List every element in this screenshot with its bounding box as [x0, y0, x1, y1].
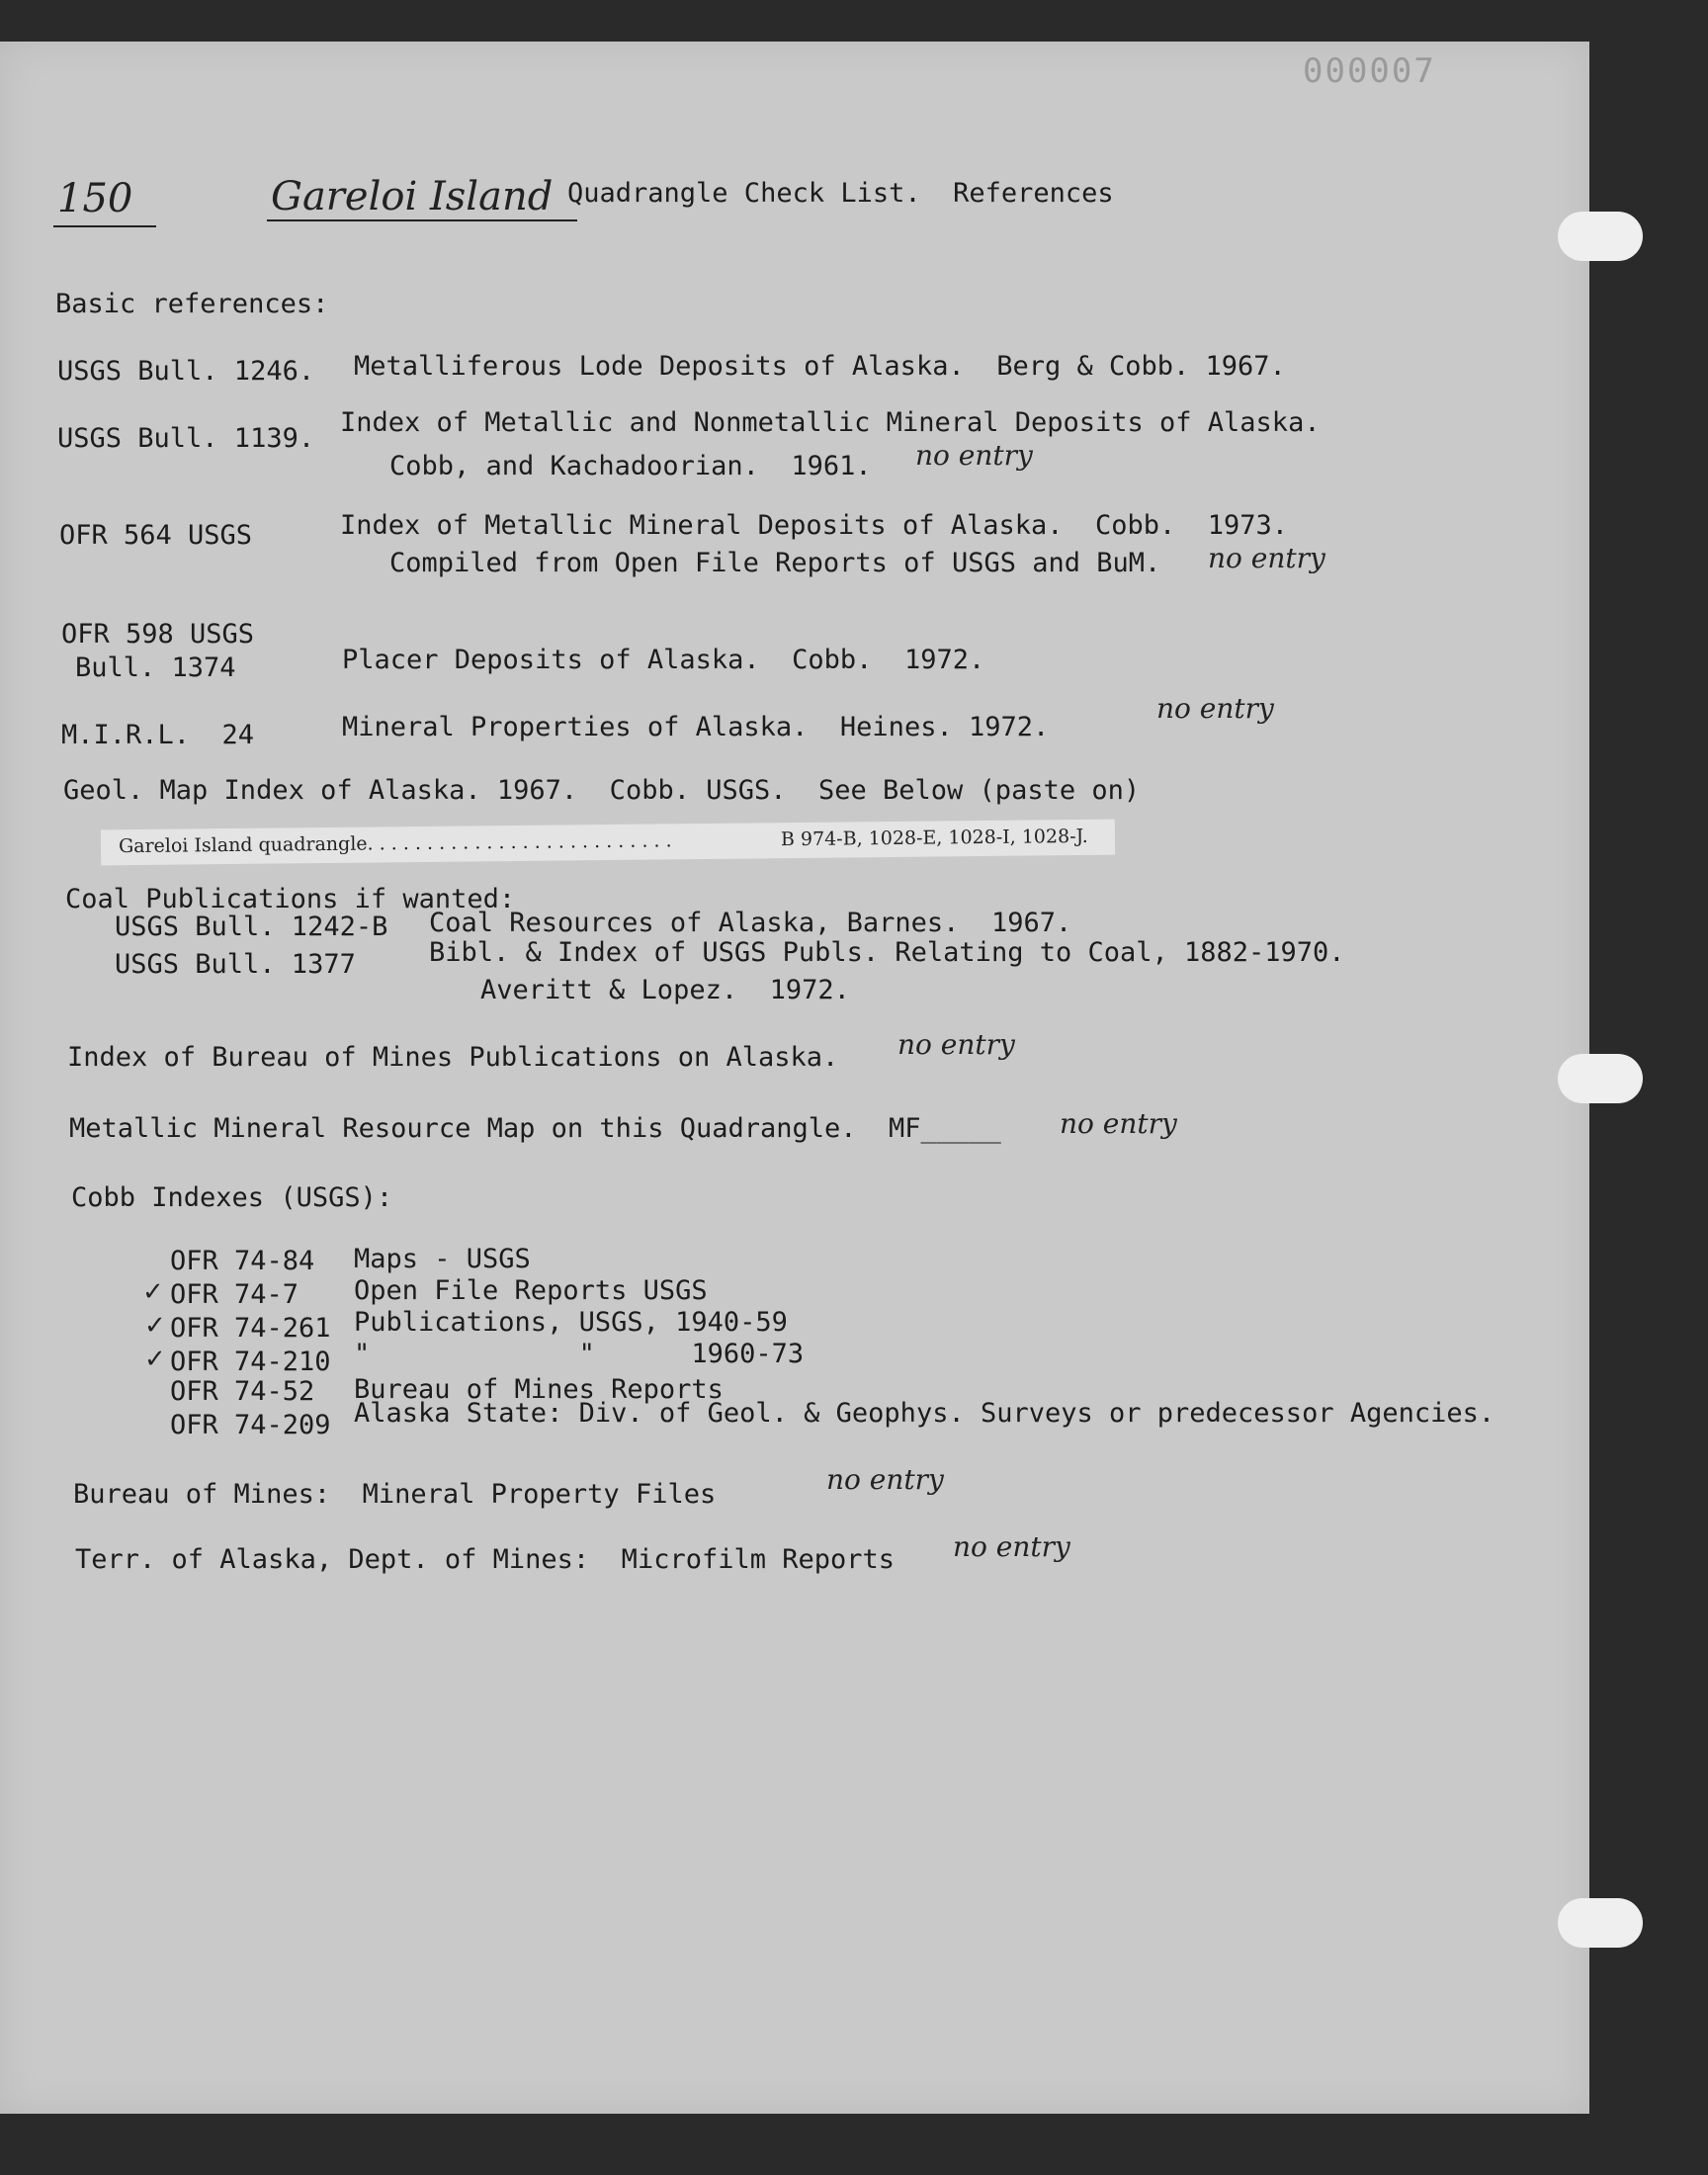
geol-map-index: Geol. Map Index of Alaska. 1967. Cobb. USGS. See Below (paste on): [63, 775, 1141, 806]
punch-hole-middle: [1558, 1054, 1643, 1103]
coal-2-text-line2: Averitt & Lopez. 1972.: [480, 975, 850, 1005]
cobb-5-code: OFR 74-52: [170, 1376, 315, 1407]
cobb-6-text: Alaska State: Div. of Geol. & Geophys. Surveys or predecessor Agencies.: [354, 1398, 1495, 1429]
ref-2-code: USGS Bull. 1139.: [57, 423, 315, 454]
cobb-label: Cobb Indexes (USGS):: [71, 1182, 393, 1213]
bom-property-files: Bureau of Mines: Mineral Property Files: [73, 1479, 717, 1510]
page-stamp: 000007: [1303, 51, 1436, 91]
coal-2-code: USGS Bull. 1377: [115, 949, 356, 980]
clipping-quadrangle: Gareloi Island quadrangle. . . . . . . . . . . . . . . . . . . . . . . . . .: [118, 829, 672, 858]
ref-1-code: USGS Bull. 1246.: [57, 356, 315, 387]
quadrangle-name-underline: [267, 219, 577, 221]
ref-5-note: no entry: [1156, 692, 1274, 725]
cobb-2-code: OFR 74-7: [170, 1279, 299, 1310]
check-mark: ✓: [142, 1277, 164, 1307]
ref-4-code-line2: Bull. 1374: [75, 652, 236, 683]
ref-4-text: Placer Deposits of Alaska. Cobb. 1972.: [342, 645, 985, 675]
cobb-5-text: Bureau of Mines Reports: [354, 1374, 724, 1405]
basic-references-label: Basic references:: [55, 289, 329, 319]
clipping-bulletins: B 974-B, 1028-E, 1028-I, 1028-J.: [780, 825, 1088, 851]
check-mark: ✓: [144, 1345, 166, 1374]
cobb-3-text: Publications, USGS, 1940-59: [354, 1307, 788, 1338]
ref-3-code: OFR 564 USGS: [59, 520, 253, 551]
cobb-6-code: OFR 74-209: [170, 1410, 331, 1440]
cobb-1-code: OFR 74-84: [170, 1246, 315, 1276]
cobb-3-code: OFR 74-261: [170, 1313, 331, 1344]
ref-5-text: Mineral Properties of Alaska. Heines. 1972.: [342, 712, 1050, 742]
page-title: Quadrangle Check List. References: [567, 178, 1114, 209]
cobb-1-text: Maps - USGS: [354, 1244, 531, 1274]
metallic-map-note: no entry: [1060, 1107, 1177, 1140]
coal-label: Coal Publications if wanted:: [65, 884, 516, 914]
punch-hole-bottom: [1558, 1898, 1643, 1948]
punch-hole-top: [1558, 212, 1643, 261]
ref-3-note: no entry: [1208, 542, 1325, 574]
ref-4-code: OFR 598 USGS: [61, 619, 255, 650]
ref-3-text-line2: Compiled from Open File Reports of USGS and BuM.: [389, 548, 1161, 578]
ref-1-text: Metalliferous Lode Deposits of Alaska. Berg & Cobb. 1967.: [354, 351, 1286, 382]
bureau-index: Index of Bureau of Mines Publications on Alaska.: [67, 1042, 839, 1073]
quadrangle-name: Gareloi Island: [271, 174, 554, 219]
coal-2-text: Bibl. & Index of USGS Publs. Relating to Coal, 1882-1970.: [429, 937, 1345, 968]
cobb-4-text: " " 1960-73: [354, 1339, 805, 1369]
coal-1-code: USGS Bull. 1242-B: [115, 912, 388, 942]
terr-alaska-microfilm: Terr. of Alaska, Dept. of Mines: Microfilm Reports: [75, 1544, 896, 1575]
ref-3-text: Index of Metallic Mineral Deposits of Alaska. Cobb. 1973.: [340, 510, 1289, 541]
coal-1-text: Coal Resources of Alaska, Barnes. 1967.: [429, 908, 1072, 938]
cobb-2-text: Open File Reports USGS: [354, 1275, 708, 1306]
cobb-4-code: OFR 74-210: [170, 1347, 331, 1377]
check-mark: ✓: [144, 1311, 166, 1341]
ref-5-code: M.I.R.L. 24: [61, 720, 255, 750]
metallic-map: Metallic Mineral Resource Map on this Quadrangle. MF_____: [69, 1113, 1001, 1144]
bom-property-files-note: no entry: [826, 1463, 944, 1496]
sheet-number: 150: [57, 176, 133, 221]
bureau-index-note: no entry: [897, 1028, 1015, 1061]
terr-alaska-note: no entry: [953, 1530, 1070, 1563]
ref-2-text-line2: Cobb, and Kachadoorian. 1961.: [389, 451, 872, 481]
ref-2-text: Index of Metallic and Nonmetallic Mineral Deposits of Alaska.: [340, 407, 1321, 438]
ref-2-note: no entry: [915, 439, 1033, 472]
sheet-number-underline: [53, 225, 156, 227]
